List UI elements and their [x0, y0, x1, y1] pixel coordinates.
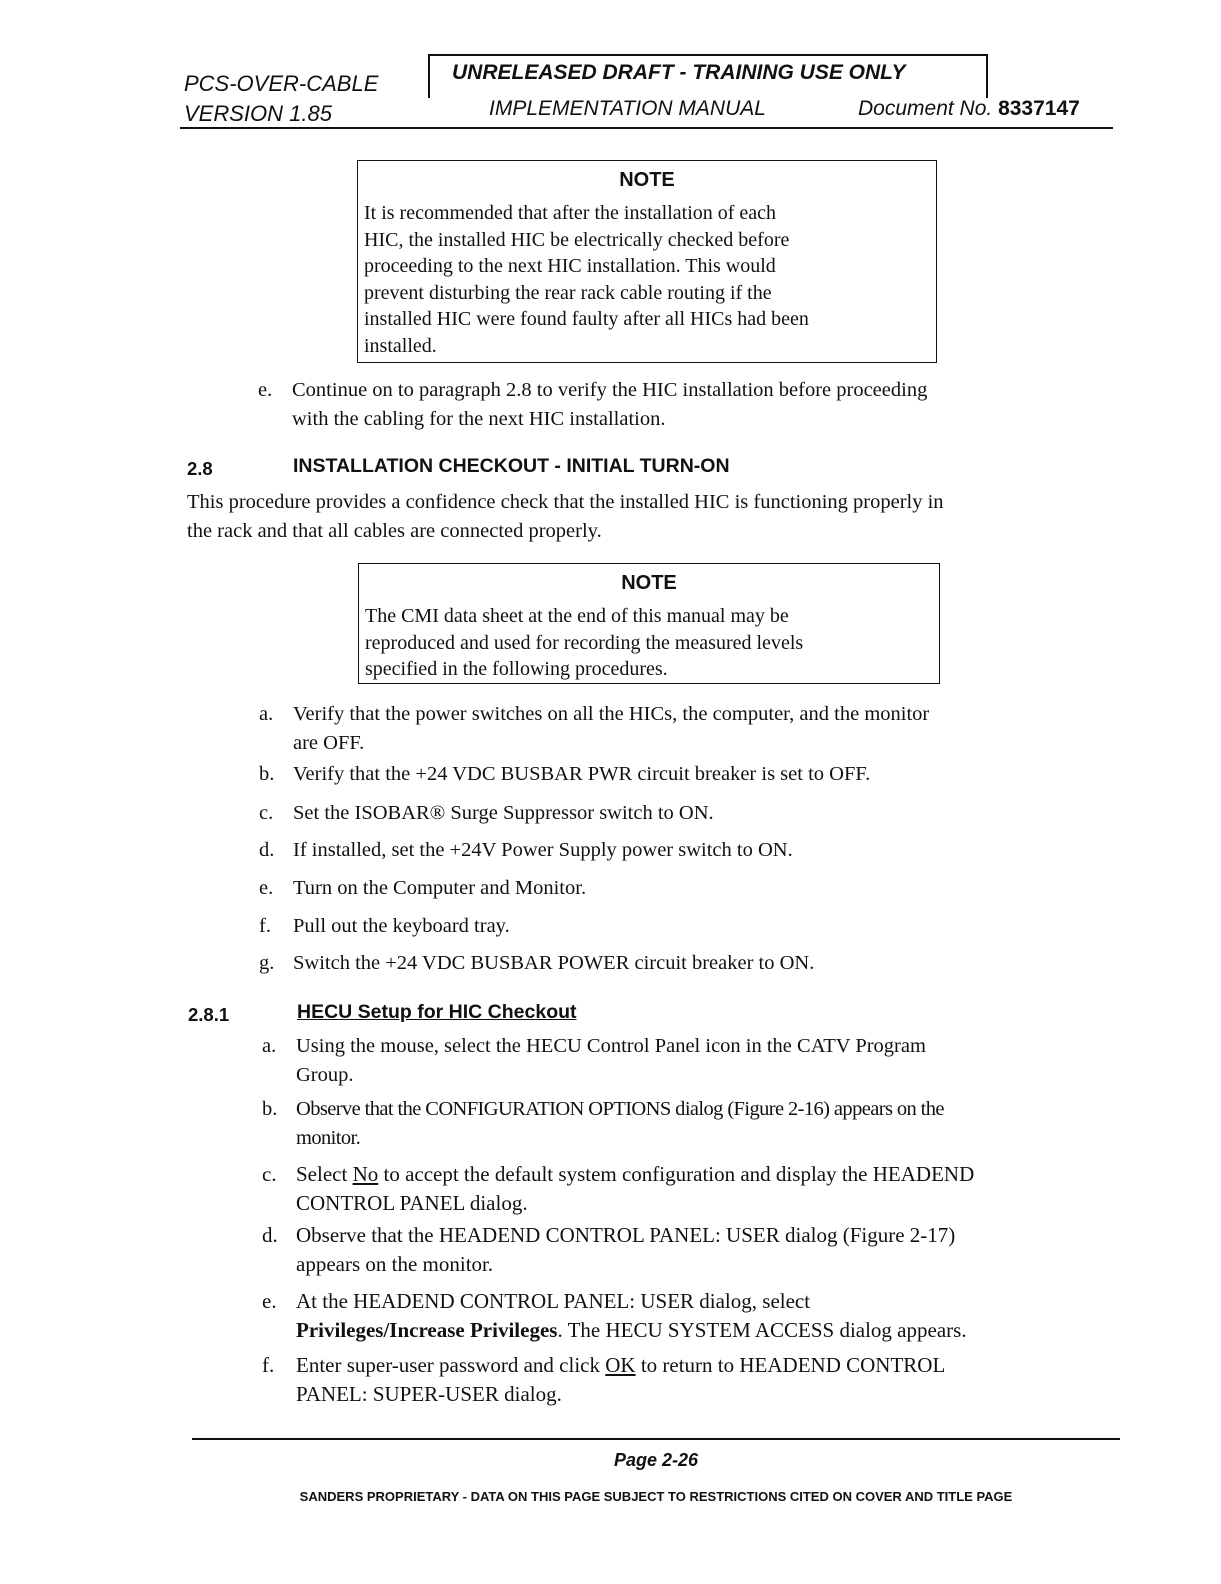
list-item-label: e. — [262, 1289, 277, 1313]
draft-banner: UNRELEASED DRAFT - TRAINING USE ONLY — [452, 61, 906, 84]
note-title: NOTE — [619, 169, 675, 191]
list-item-label: a. — [259, 703, 274, 725]
list-item-text: Using the mouse, select the HECU Control Panel icon in the CATV Program — [296, 1035, 926, 1057]
section-intro — [187, 488, 1117, 546]
list-item — [262, 1287, 1132, 1347]
list-item-text: are OFF. — [293, 732, 365, 754]
document-number: 8337147 — [998, 97, 1080, 120]
note-line: prevent disturbing the rear rack cable routing if the — [364, 281, 772, 304]
product-version: VERSION 1.85 — [184, 101, 332, 126]
note-box-installation — [357, 160, 937, 363]
note-line: proceeding to the next HIC installation. This would — [364, 255, 776, 277]
ok-button-link[interactable]: OK — [605, 1353, 636, 1377]
list-item-text: Set the ISOBAR® Surge Suppressor switch to ON. — [293, 802, 714, 824]
manual-title: IMPLEMENTATION MANUAL — [489, 97, 766, 120]
text-span: to accept the default system configuration and display the HEADEND — [378, 1162, 975, 1186]
list-item-label: f. — [259, 915, 271, 937]
list-item — [259, 912, 1099, 942]
list-item — [258, 376, 1098, 436]
list-item-text: Continue on to paragraph 2.8 to verify the HIC installation before proceeding — [292, 379, 928, 401]
note-line: It is recommended that after the installation of each — [364, 202, 777, 224]
page-number: Page 2-26 — [613, 1450, 699, 1470]
list-item-label: g. — [259, 952, 275, 974]
list-item-text — [296, 1160, 974, 1189]
note-line: The CMI data sheet at the end of this manual may be — [365, 605, 789, 627]
list-item — [262, 1032, 1102, 1092]
list-item — [259, 874, 1099, 904]
list-item-text: with the cabling for the next HIC installation. — [292, 408, 666, 430]
text-span: Enter super-user password and click — [296, 1353, 606, 1377]
list-item-label: e. — [259, 877, 274, 899]
list-item-label: b. — [262, 1098, 278, 1120]
list-item-label: d. — [259, 839, 275, 861]
list-item-text: If installed, set the +24V Power Supply power switch to ON. — [293, 839, 793, 861]
note-line: specified in the following procedures. — [365, 658, 668, 680]
list-item — [262, 1095, 1102, 1155]
list-item — [262, 1351, 1122, 1411]
note-title: NOTE — [621, 572, 677, 594]
list-item — [259, 799, 1099, 829]
note-body — [359, 603, 939, 683]
list-item-label: e. — [258, 379, 273, 401]
note-line: installed HIC were found faulty after all HICs had been — [364, 308, 809, 330]
list-item — [259, 836, 1099, 866]
list-item-text: Observe that the HEADEND CONTROL PANEL: USER dialog (Figure 2-17) — [296, 1223, 956, 1247]
section-number: 2.8.1 — [188, 1004, 230, 1025]
list-item-text: Verify that the +24 VDC BUSBAR PWR circuit breaker is set to OFF. — [293, 763, 871, 785]
list-item-text: At the HEADEND CONTROL PANEL: USER dialog, select — [296, 1289, 811, 1313]
list-item-label: a. — [262, 1035, 277, 1057]
note-line: reproduced and used for recording the measured levels — [365, 631, 804, 654]
document-label: Document No. — [858, 97, 993, 120]
menu-path: Privileges/Increase Privileges — [296, 1318, 558, 1342]
text-span: . The HECU SYSTEM ACCESS dialog appears. — [557, 1318, 967, 1342]
list-item-label: c. — [259, 802, 274, 824]
list-item-text: Observe that the CONFIGURATION OPTIONS dialog (Figure 2-16) appears on the — [296, 1098, 944, 1120]
note-line: installed. — [364, 334, 437, 357]
section-title: HECU Setup for HIC Checkout — [297, 1001, 577, 1023]
list-item-text: Switch the +24 VDC BUSBAR POWER circuit breaker to ON. — [293, 952, 815, 974]
list-item-text: Pull out the keyboard tray. — [293, 915, 510, 937]
note-box-cmi — [358, 563, 940, 684]
list-item-label: c. — [262, 1162, 277, 1186]
no-option-link[interactable]: No — [352, 1162, 379, 1186]
list-item-label: b. — [259, 763, 275, 785]
proprietary-notice: SANDERS PROPRIETARY - DATA ON THIS PAGE SUBJECT TO RESTRICTIONS CITED ON COVER AND TITLE PAGE — [299, 1489, 1013, 1504]
list-item-text: Turn on the Computer and Monitor. — [293, 877, 587, 899]
list-item-text — [296, 1351, 945, 1380]
header-rule — [180, 127, 1113, 129]
list-item-text: CONTROL PANEL dialog. — [296, 1191, 528, 1215]
section-title: INSTALLATION CHECKOUT - INITIAL TURN-ON — [293, 455, 730, 477]
note-body — [358, 200, 936, 359]
list-item-text: Verify that the power switches on all the HICs, the computer, and the monitor — [293, 703, 930, 725]
list-item-text — [296, 1316, 967, 1345]
note-line: HIC, the installed HIC be electrically checked before — [364, 228, 790, 251]
list-item — [262, 1160, 1122, 1220]
product-name: PCS-OVER-CABLE — [184, 71, 379, 96]
text-span: Select — [296, 1162, 353, 1186]
list-item-label: d. — [262, 1223, 278, 1247]
document-number-line — [858, 97, 1080, 121]
list-item — [262, 1221, 1122, 1281]
list-item-text: monitor. — [296, 1127, 361, 1149]
list-item-text: appears on the monitor. — [296, 1252, 494, 1276]
footer-rule — [192, 1438, 1120, 1440]
section-number: 2.8 — [187, 458, 213, 479]
list-item — [259, 760, 1099, 790]
list-item-text: Group. — [296, 1064, 354, 1086]
list-item — [259, 949, 1099, 979]
list-item-text: PANEL: SUPER-USER dialog. — [296, 1382, 562, 1406]
intro-line: This procedure provides a confidence check that the installed HIC is functioning properly in — [187, 491, 944, 513]
text-span: to return to HEADEND CONTROL — [635, 1353, 946, 1377]
intro-line: the rack and that all cables are connected properly. — [187, 520, 602, 542]
list-item — [259, 700, 1099, 760]
list-item-label: f. — [262, 1353, 275, 1377]
